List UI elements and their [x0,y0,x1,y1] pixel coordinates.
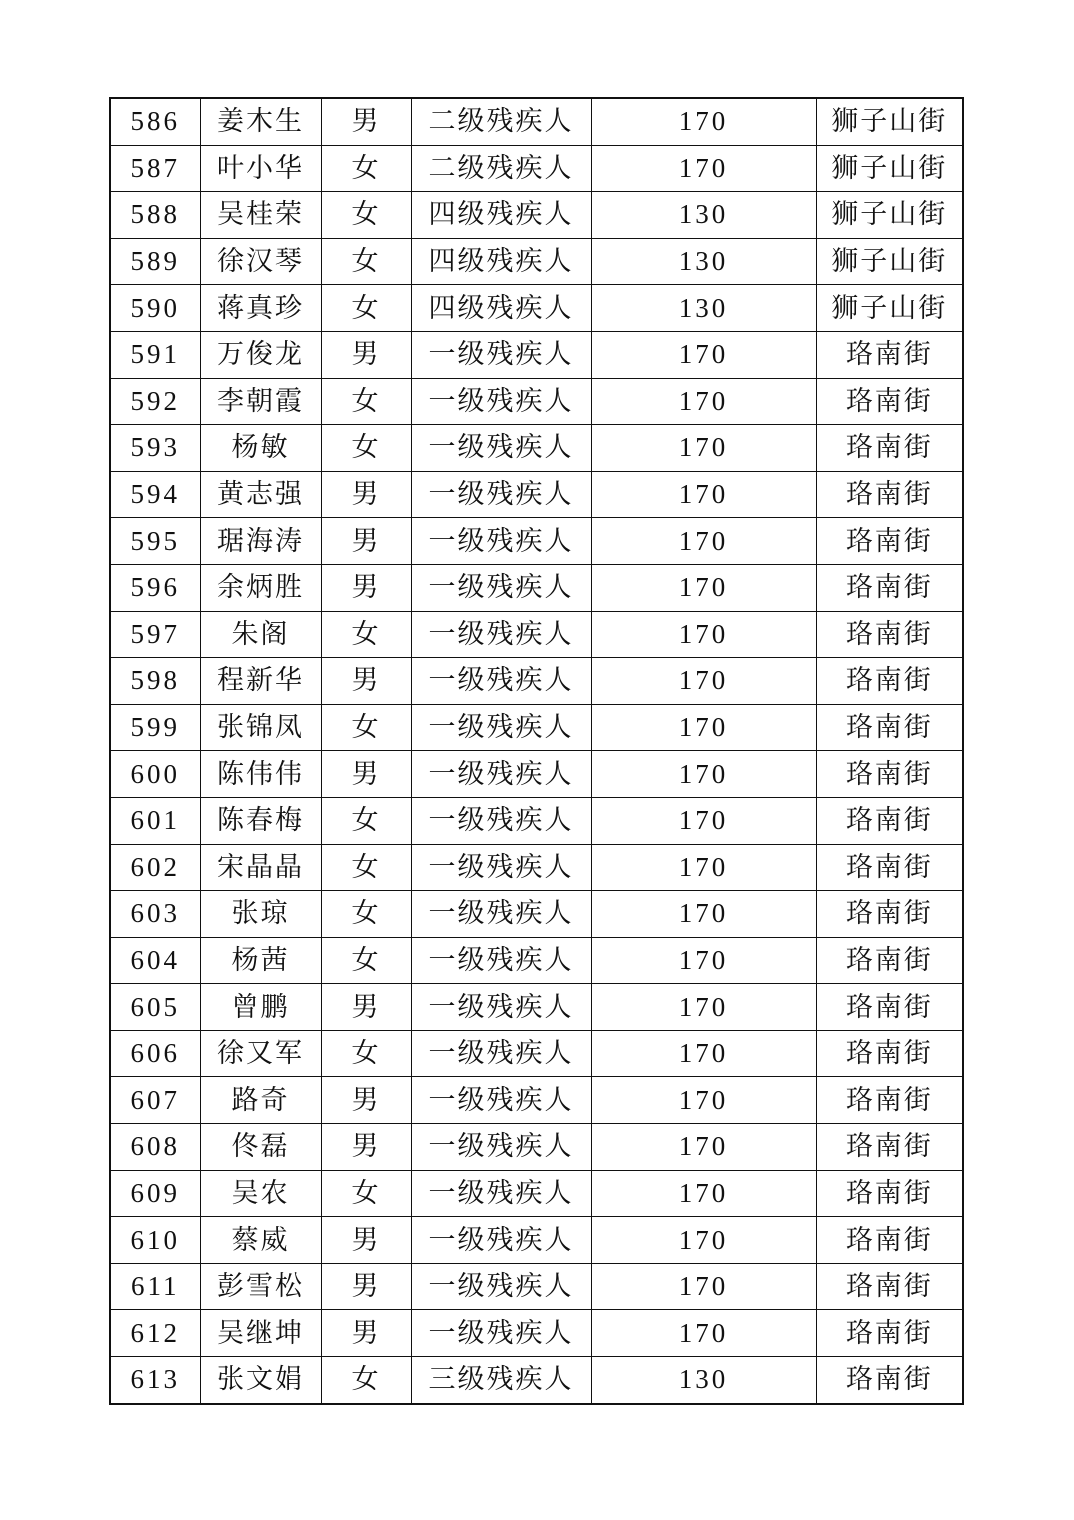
gender: 女 [321,145,411,192]
table-row [110,658,963,705]
gender: 女 [321,1030,411,1077]
person-name: 琚海涛 [200,518,321,565]
disability-grade: 三级残疾人 [411,1357,591,1404]
person-name: 陈春梅 [200,797,321,844]
gender: 女 [321,192,411,239]
disability-grade: 一级残疾人 [411,1124,591,1171]
street-name: 狮子山街 [816,145,963,192]
gender: 女 [321,844,411,891]
row-number: 601 [110,797,200,844]
street-name: 珞南街 [816,797,963,844]
subsidy-amount: 130 [591,1357,816,1404]
roster-table-body [110,98,963,1404]
person-name: 张文娟 [200,1357,321,1404]
street-name: 珞南街 [816,984,963,1031]
gender: 男 [321,331,411,378]
table-row [110,937,963,984]
disability-grade: 一级残疾人 [411,471,591,518]
table-row [110,984,963,1031]
row-number: 593 [110,425,200,472]
disability-grade: 一级残疾人 [411,331,591,378]
disability-grade: 四级残疾人 [411,285,591,332]
disability-grade: 四级残疾人 [411,238,591,285]
street-name: 狮子山街 [816,192,963,239]
row-number: 613 [110,1357,200,1404]
street-name: 珞南街 [816,1310,963,1357]
table-row [110,192,963,239]
disability-grade: 一级残疾人 [411,1077,591,1124]
gender: 男 [321,518,411,565]
subsidy-amount: 130 [591,238,816,285]
subsidy-amount: 170 [591,564,816,611]
street-name: 珞南街 [816,1170,963,1217]
row-number: 604 [110,937,200,984]
street-name: 珞南街 [816,1217,963,1264]
person-name: 杨茜 [200,937,321,984]
table-row [110,98,963,145]
disability-grade: 一级残疾人 [411,518,591,565]
street-name: 珞南街 [816,564,963,611]
subsidy-amount: 170 [591,378,816,425]
subsidy-amount: 170 [591,611,816,658]
person-name: 佟磊 [200,1124,321,1171]
row-number: 591 [110,331,200,378]
subsidy-amount: 170 [591,98,816,145]
person-name: 蒋真珍 [200,285,321,332]
gender: 男 [321,1124,411,1171]
street-name: 珞南街 [816,611,963,658]
table-row [110,425,963,472]
street-name: 珞南街 [816,658,963,705]
disability-grade: 一级残疾人 [411,1263,591,1310]
disability-grade: 一级残疾人 [411,891,591,938]
subsidy-amount: 170 [591,1217,816,1264]
street-name: 珞南街 [816,331,963,378]
person-name: 路奇 [200,1077,321,1124]
person-name: 姜木生 [200,98,321,145]
subsidy-amount: 130 [591,285,816,332]
disability-grade: 一级残疾人 [411,1170,591,1217]
street-name: 狮子山街 [816,98,963,145]
table-row [110,1077,963,1124]
subsidy-amount: 170 [591,471,816,518]
table-row [110,704,963,751]
person-name: 朱阁 [200,611,321,658]
disability-grade: 一级残疾人 [411,1217,591,1264]
person-name: 叶小华 [200,145,321,192]
subsidy-amount: 170 [591,425,816,472]
disability-grade: 一级残疾人 [411,658,591,705]
subsidy-amount: 130 [591,192,816,239]
person-name: 彭雪松 [200,1263,321,1310]
row-number: 594 [110,471,200,518]
gender: 女 [321,704,411,751]
table-row [110,1357,963,1404]
disability-grade: 一级残疾人 [411,704,591,751]
subsidy-amount: 170 [591,937,816,984]
row-number: 596 [110,564,200,611]
person-name: 黄志强 [200,471,321,518]
table-row [110,378,963,425]
disability-grade: 一级残疾人 [411,984,591,1031]
disability-grade: 一级残疾人 [411,1310,591,1357]
table-row [110,611,963,658]
subsidy-amount: 170 [591,704,816,751]
row-number: 608 [110,1124,200,1171]
table-row [110,844,963,891]
table-row [110,1170,963,1217]
gender: 男 [321,564,411,611]
table-row [110,1217,963,1264]
table-row [110,1310,963,1357]
subsidy-amount: 170 [591,1030,816,1077]
row-number: 592 [110,378,200,425]
disability-grade: 一级残疾人 [411,564,591,611]
row-number: 599 [110,704,200,751]
subsidy-amount: 170 [591,331,816,378]
person-name: 程新华 [200,658,321,705]
gender: 女 [321,1170,411,1217]
disability-grade: 一级残疾人 [411,751,591,798]
row-number: 586 [110,98,200,145]
street-name: 珞南街 [816,518,963,565]
subsidy-amount: 170 [591,1077,816,1124]
gender: 女 [321,797,411,844]
row-number: 602 [110,844,200,891]
person-name: 杨敏 [200,425,321,472]
subsidy-amount: 170 [591,1170,816,1217]
row-number: 589 [110,238,200,285]
subsidy-amount: 170 [591,984,816,1031]
street-name: 珞南街 [816,1077,963,1124]
roster-table [109,97,964,1405]
street-name: 珞南街 [816,891,963,938]
subsidy-amount: 170 [591,844,816,891]
subsidy-amount: 170 [591,145,816,192]
gender: 女 [321,891,411,938]
gender: 女 [321,238,411,285]
gender: 男 [321,471,411,518]
table-row [110,1124,963,1171]
row-number: 610 [110,1217,200,1264]
gender: 男 [321,1310,411,1357]
disability-grade: 一级残疾人 [411,844,591,891]
table-row [110,331,963,378]
gender: 女 [321,937,411,984]
gender: 男 [321,1217,411,1264]
row-number: 587 [110,145,200,192]
row-number: 605 [110,984,200,1031]
street-name: 珞南街 [816,1030,963,1077]
person-name: 徐汉琴 [200,238,321,285]
gender: 女 [321,611,411,658]
subsidy-amount: 170 [591,518,816,565]
person-name: 宋晶晶 [200,844,321,891]
row-number: 597 [110,611,200,658]
person-name: 曾鹏 [200,984,321,1031]
disability-grade: 一级残疾人 [411,378,591,425]
street-name: 珞南街 [816,1263,963,1310]
row-number: 612 [110,1310,200,1357]
gender: 男 [321,1263,411,1310]
disability-grade: 一级残疾人 [411,611,591,658]
row-number: 600 [110,751,200,798]
street-name: 珞南街 [816,844,963,891]
person-name: 吴农 [200,1170,321,1217]
person-name: 余炳胜 [200,564,321,611]
table-row [110,518,963,565]
table-row [110,1263,963,1310]
row-number: 607 [110,1077,200,1124]
gender: 男 [321,1077,411,1124]
row-number: 606 [110,1030,200,1077]
gender: 男 [321,751,411,798]
street-name: 珞南街 [816,1124,963,1171]
row-number: 609 [110,1170,200,1217]
person-name: 吴桂荣 [200,192,321,239]
table-row [110,238,963,285]
gender: 男 [321,658,411,705]
street-name: 狮子山街 [816,285,963,332]
person-name: 李朝霞 [200,378,321,425]
person-name: 吴继坤 [200,1310,321,1357]
gender: 女 [321,425,411,472]
street-name: 珞南街 [816,378,963,425]
street-name: 珞南街 [816,1357,963,1404]
row-number: 590 [110,285,200,332]
disability-grade: 一级残疾人 [411,797,591,844]
subsidy-amount: 170 [591,797,816,844]
person-name: 张琼 [200,891,321,938]
disability-grade: 二级残疾人 [411,98,591,145]
row-number: 588 [110,192,200,239]
gender: 女 [321,1357,411,1404]
subsidy-amount: 170 [591,751,816,798]
person-name: 蔡威 [200,1217,321,1264]
street-name: 珞南街 [816,425,963,472]
person-name: 陈伟伟 [200,751,321,798]
table-row [110,797,963,844]
person-name: 张锦凤 [200,704,321,751]
table-row [110,751,963,798]
gender: 男 [321,984,411,1031]
table-row [110,145,963,192]
gender: 女 [321,378,411,425]
subsidy-amount: 170 [591,1310,816,1357]
table-row [110,471,963,518]
table-row [110,564,963,611]
disability-grade: 一级残疾人 [411,425,591,472]
disability-grade: 四级残疾人 [411,192,591,239]
subsidy-amount: 170 [591,658,816,705]
disability-grade: 一级残疾人 [411,1030,591,1077]
disability-grade: 二级残疾人 [411,145,591,192]
street-name: 珞南街 [816,937,963,984]
table-row [110,285,963,332]
subsidy-amount: 170 [591,891,816,938]
table-row [110,891,963,938]
street-name: 狮子山街 [816,238,963,285]
gender: 女 [321,285,411,332]
row-number: 611 [110,1263,200,1310]
disability-grade: 一级残疾人 [411,937,591,984]
table-row [110,1030,963,1077]
row-number: 603 [110,891,200,938]
row-number: 598 [110,658,200,705]
gender: 男 [321,98,411,145]
street-name: 珞南街 [816,471,963,518]
row-number: 595 [110,518,200,565]
street-name: 珞南街 [816,704,963,751]
person-name: 徐又军 [200,1030,321,1077]
street-name: 珞南街 [816,751,963,798]
person-name: 万俊龙 [200,331,321,378]
subsidy-amount: 170 [591,1124,816,1171]
subsidy-amount: 170 [591,1263,816,1310]
